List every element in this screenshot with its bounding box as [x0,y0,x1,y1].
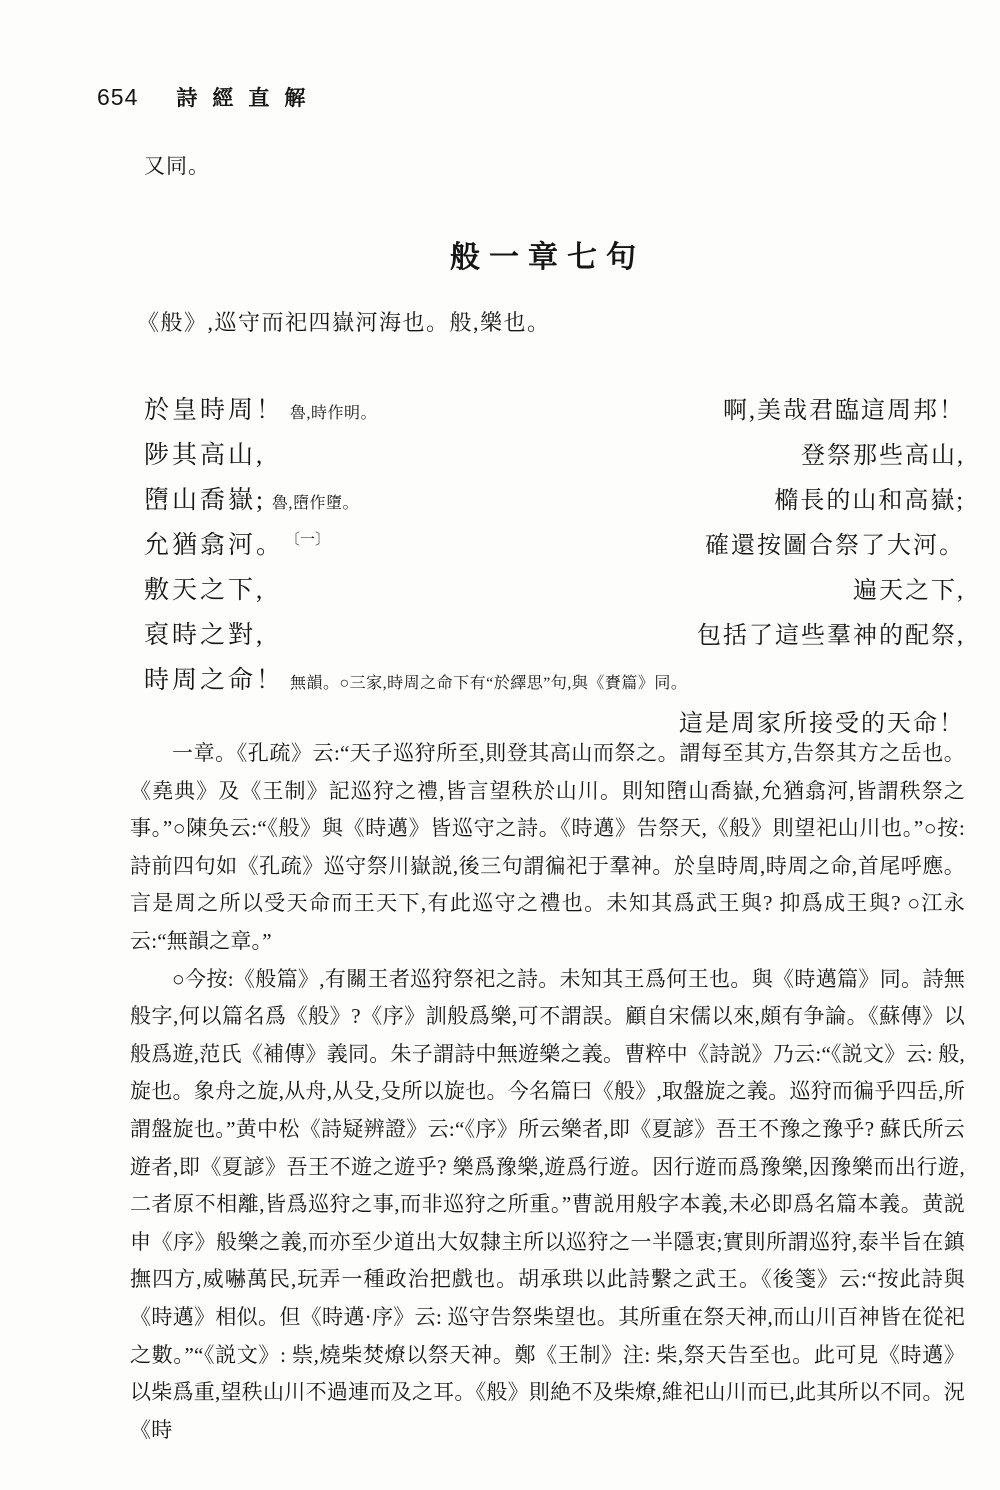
carryover-text: 又同。 [144,154,210,178]
poem-line-original: 於皇時周！ [144,397,285,424]
poem-line [144,478,965,523]
commentary-block [130,735,965,1449]
commentary-paragraph: 一章。《孔疏》云:“天子巡狩所至,則登其高山而祭之。謂每至其方,告祭其方之岳也。《堯典》及《王制》記巡狩之禮,皆言望秩於山川。則知嶞山喬嶽,允猶翕河,皆謂秩祭之事。”○陳奂云:“《般》與《時邁》皆巡守之詩。《時邁》告祭天,《般》則望祀山川也。”○按: 詩前四句如《孔疏》巡守祭川嶽説,後三句謂徧祀于羣神。於皇時周,時周之命,首尾呼應。言是周之所以受天命而王天下,有此巡守之禮也。未知其爲武王與? 抑爲成王與? ○江永云:“無韻之章。” [130,741,965,953]
footnote-marker: 〔一〕 [285,532,331,548]
poem-block [144,388,965,746]
poem-line-original: 時周之命！ [144,667,285,694]
poem-line-translation: 登祭那些高山, [801,443,965,469]
section-title: 般一章七句 [450,241,645,274]
poem-line [144,433,965,478]
poem-line-original: 陟其高山, [144,442,266,469]
book-title: 詩經直解 [176,86,321,110]
poem-line-translation: 橢長的山和高嶽; [774,488,965,514]
poem-line-translation: 這是周家所接受的天命！ [679,711,965,737]
poem-line [144,523,965,568]
poem-line-annotation: 無韻。○三家,時周之命下有“於繹思”句,與《賚篇》同。 [290,675,688,692]
poem-line-annotation: 魯,時作明。 [290,405,378,422]
poem-line-translation: 啊,美哉君臨這周邦！ [723,398,965,424]
section-preface: 《般》,巡守而祀四嶽河海也。般,樂也。 [137,310,551,335]
poem-line-annotation: 魯,嶞作墮。 [271,495,359,512]
page-header [97,82,320,112]
poem-line [144,568,965,613]
commentary-paragraph: ○今按:《般篇》,有關王者巡狩祭祀之詩。未知其王爲何王也。與《時邁篇》同。詩無般字,何以篇名爲《般》?《序》訓般爲樂,可不謂誤。顧自宋儒以來,頗有争論。《蘇傳》以般爲遊,范氏《補傳》義同。朱子謂詩中無遊樂之義。曹粹中《詩説》乃云:“《説文》云: 般,旋也。象舟之旋,从舟,从殳,殳所以旋也。今名篇曰《般》,取盤旋之義。巡狩而徧乎四岳,所謂盤旋也。”黄中松《詩疑辨證》云:“《序》所云樂者,即《夏諺》吾王不豫之豫乎? 蘇氏所云遊者,即《夏諺》吾王不遊之遊乎? 樂爲豫樂,遊爲行遊。因行遊而爲豫樂,因豫樂而出行遊,二者原不相離,皆爲巡狩之事,而非巡狩之所重。”曹説用般字本義,未必即爲名篇本義。黄説申《序》般樂之義,而亦至少道出大奴隸主所以巡狩之一半隱衷;實則所謂巡狩,泰半旨在鎮撫四方,威嚇萬民,玩弄一種政治把戲也。胡承珙以此詩繫之武王。《後箋》云:“按此詩與《時邁》相似。但《時邁·序》云: 巡守告祭柴望也。其所重在祭天神,而山川百神皆在從祀之數。”“《説文》: 祡,燒柴焚燎以祭天神。鄭《王制》注: 柴,祭天告至也。此可見《時邁》以柴爲重,望秩山川不過連而及之耳。《般》則絶不及柴燎,維祀山川而已,此其所以不同。況《時 [130,966,965,1442]
poem-line [144,388,965,433]
poem-line-original: 允猶翕河。 [144,532,285,559]
poem-line-translation: 包括了這些羣神的配祭, [697,623,965,649]
poem-line-original: 敷天之下, [144,577,266,604]
poem-line-original: 嶞山喬嶽; [144,487,266,514]
poem-line [144,613,965,658]
poem-line-translation: 遍天之下, [853,578,965,604]
poem-line [144,658,965,703]
page-number: 654 [97,84,139,110]
poem-line-translation: 確還按圖合祭了大河。 [705,533,965,559]
poem-line-original: 裒時之對, [144,622,266,649]
